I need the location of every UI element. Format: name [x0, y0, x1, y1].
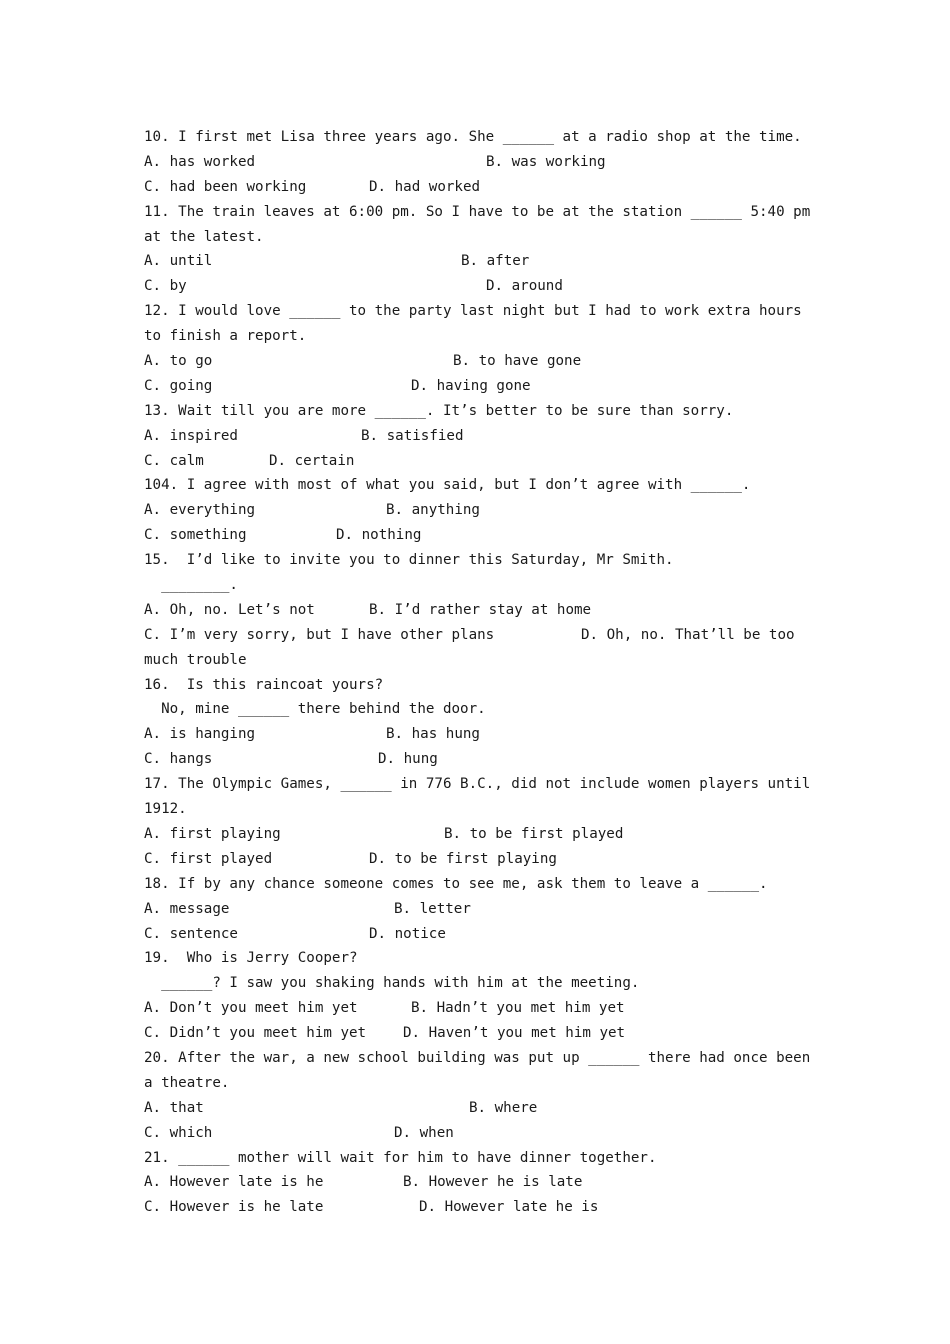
option-b: B. anything [386, 502, 480, 519]
question-104-options-row-1 [144, 498, 824, 523]
question-16-options-row-2 [144, 747, 824, 772]
option-c: C. I’m very sorry, but I have other plans [144, 626, 495, 643]
question-17-options-row-1 [144, 822, 824, 847]
option-b: B. satisfied [361, 427, 464, 444]
option-c: C. had been working [144, 178, 307, 195]
question-18-stem: 18. If by any chance someone comes to see me, ask them to leave a ______. [144, 875, 768, 892]
question-21-options-row-2 [144, 1195, 824, 1220]
option-a: A. However late is he [144, 1174, 324, 1191]
option-b: B. where [469, 1099, 538, 1116]
option-a: A. message [144, 900, 230, 917]
question-17-options-row-2 [144, 847, 824, 872]
option-a: A. Oh, no. Let’s not [144, 601, 315, 618]
option-a: A. that [144, 1099, 204, 1116]
question-20-stem: 20. After the war, a new school building was put up ______ there had once been [144, 1049, 811, 1066]
option-c: C. Didn’t you meet him yet [144, 1025, 367, 1042]
question-10-options-row-2 [144, 175, 824, 200]
question-11-options-row-1 [144, 249, 824, 274]
option-c: C. sentence [144, 925, 238, 942]
option-a: A. everything [144, 502, 256, 519]
option-b: B. Hadn’t you met him yet [411, 1000, 625, 1017]
question-19-stem-cont: ______? I saw you shaking hands with him at the meeting. [144, 975, 640, 992]
option-d: D. hung [378, 751, 438, 768]
option-c: C. going [144, 377, 213, 394]
option-d: D. Oh, no. That’ll be too [581, 626, 795, 643]
option-b: B. to have gone [453, 353, 582, 370]
question-sheet [144, 125, 824, 1220]
option-a: A. inspired [144, 427, 238, 444]
question-104-options-row-2 [144, 523, 824, 548]
option-b: B. I’d rather stay at home [369, 601, 592, 618]
question-11-stem-cont: at the latest. [144, 228, 264, 245]
question-17-stem: 17. The Olympic Games, ______ in 776 B.C., did not include women players until [144, 776, 811, 793]
option-b: B. letter [394, 900, 471, 917]
option-d: D. around [486, 278, 563, 295]
option-b: B. has hung [386, 726, 480, 743]
question-12-options-row-2 [144, 374, 824, 399]
question-18-options-row-1 [144, 897, 824, 922]
option-a: A. Don’t you meet him yet [144, 1000, 358, 1017]
option-a: A. has worked [144, 153, 256, 170]
option-b: B. was working [486, 153, 606, 170]
option-c: C. something [144, 527, 247, 544]
question-10-stem: 10. I first met Lisa three years ago. She ______ at a radio shop at the time. [144, 129, 802, 145]
option-c: C. However is he late [144, 1199, 324, 1216]
option-b: B. However he is late [403, 1174, 583, 1191]
question-20-stem-cont: a theatre. [144, 1074, 230, 1091]
option-d: D. However late he is [419, 1199, 599, 1216]
question-12-stem-cont: to finish a report. [144, 328, 307, 345]
option-d: D. had worked [369, 178, 481, 195]
option-a: A. to go [144, 353, 213, 370]
question-15-options-row-1 [144, 598, 824, 623]
option-c: C. first played [144, 850, 273, 867]
question-15-option-d-cont: much trouble [144, 651, 247, 668]
option-d: D. Haven’t you met him yet [403, 1025, 626, 1042]
option-d: D. to be first playing [369, 850, 557, 867]
question-15-stem-cont: ________. [144, 577, 238, 594]
option-d: D. notice [369, 925, 446, 942]
question-17-stem-cont: 1912. [144, 801, 187, 818]
question-19-stem: 19. Who is Jerry Cooper? [144, 950, 358, 967]
question-11-options-row-2 [144, 274, 824, 299]
question-15-stem: 15. I’d like to invite you to dinner this Saturday, Mr Smith. [144, 552, 674, 569]
question-10-options-row-1 [144, 150, 824, 175]
question-21-options-row-1 [144, 1170, 824, 1195]
question-13-options-row-2 [144, 449, 824, 474]
question-20-options-row-1 [144, 1096, 824, 1121]
option-d: D. certain [269, 452, 355, 469]
question-13-stem: 13. Wait till you are more ______. It’s better to be sure than sorry. [144, 402, 734, 419]
option-b: B. after [461, 253, 530, 270]
option-c: C. hangs [144, 751, 213, 768]
option-a: A. is hanging [144, 726, 256, 743]
option-a: A. until [144, 253, 213, 270]
question-16-options-row-1 [144, 722, 824, 747]
question-19-options-row-1 [144, 996, 824, 1021]
question-16-stem-cont: No, mine ______ there behind the door. [144, 701, 486, 718]
option-c: C. calm [144, 452, 204, 469]
option-d: D. when [394, 1124, 454, 1141]
option-b: B. to be first played [444, 825, 624, 842]
question-15-options-row-2 [144, 623, 824, 648]
option-c: C. by [144, 278, 187, 295]
option-d: D. nothing [336, 527, 422, 544]
question-13-options-row-1 [144, 424, 824, 449]
question-104-stem: 104. I agree with most of what you said, but I don’t agree with ______. [144, 477, 751, 494]
question-16-stem: 16. Is this raincoat yours? [144, 676, 384, 693]
question-11-stem: 11. The train leaves at 6:00 pm. So I have to be at the station ______ 5:40 pm [144, 203, 811, 220]
question-19-options-row-2 [144, 1021, 824, 1046]
option-c: C. which [144, 1124, 213, 1141]
question-18-options-row-2 [144, 922, 824, 947]
option-a: A. first playing [144, 825, 281, 842]
question-12-options-row-1 [144, 349, 824, 374]
question-20-options-row-2 [144, 1121, 824, 1146]
question-21-stem: 21. ______ mother will wait for him to have dinner together. [144, 1149, 657, 1166]
option-d: D. having gone [411, 377, 531, 394]
question-12-stem: 12. I would love ______ to the party last night but I had to work extra hours [144, 303, 802, 320]
